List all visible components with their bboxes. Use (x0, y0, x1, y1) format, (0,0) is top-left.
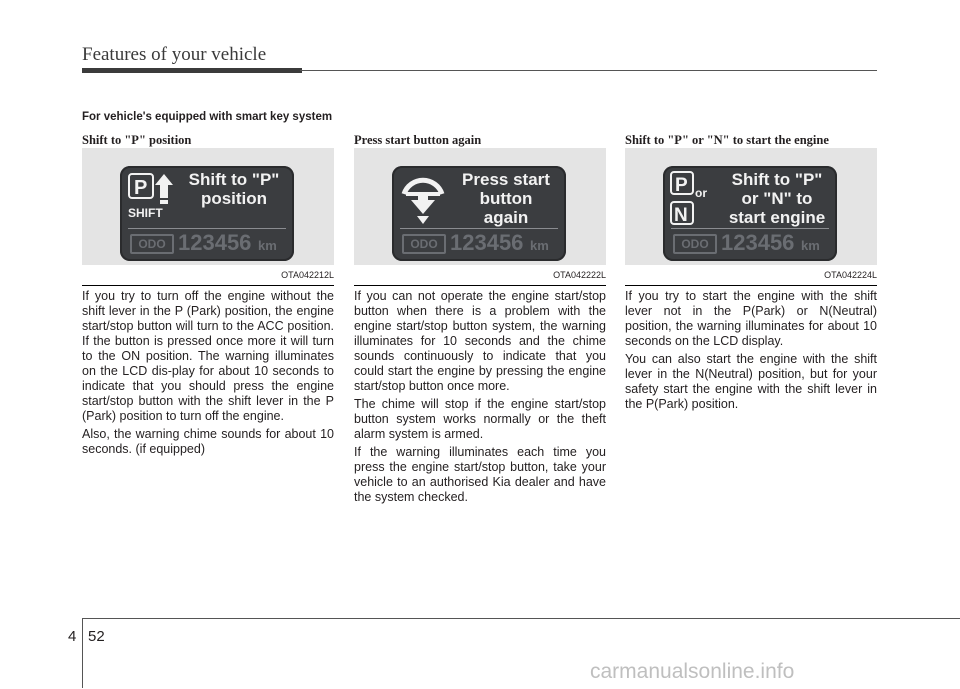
paragraph: If you try to start the engine with the shift lever not in the P(Park) or N(Neutral) position, the warning illuminates for about 10 seconds on the LCD display. (625, 289, 877, 348)
lcd-line-3: again (483, 208, 529, 227)
odo-unit: km (258, 238, 277, 253)
shift-icon-label: SHIFT (128, 206, 163, 220)
svg-text:P: P (134, 177, 148, 199)
chapter-number: 4 (68, 628, 77, 645)
paragraph: The chime will stop if the engine start/stop button system works normally or the theft alarm system is armed. (354, 397, 606, 441)
odo-unit: km (801, 238, 820, 253)
column-press-start (354, 132, 606, 505)
lcd-display (120, 166, 294, 261)
lcd-line-2: button (479, 189, 533, 208)
odo-label: ODO (402, 234, 446, 254)
lcd-divider (400, 228, 558, 229)
figure-code: OTA042224L (625, 265, 877, 286)
header-rule (300, 70, 877, 71)
odo-label: ODO (673, 234, 717, 254)
lcd-line-1: Shift to "P" (731, 170, 823, 189)
column-body (354, 289, 606, 505)
lcd-illustration (625, 148, 877, 265)
column-heading: Press start button again (354, 133, 482, 147)
start-button-icon (398, 172, 448, 228)
odo-value: 123456 (450, 230, 524, 255)
footer-rule (82, 618, 960, 619)
paragraph: If you try to turn off the engine without the shift lever in the P (Park) position, the engine start/stop button will turn to the ACC position. If the button is pressed once more it will turn to the ON position. The warning illuminates on the LCD dis-play for about 10 seconds to indicate that you should press the engine start/stop button with the shift lever in the P (Park) position to turn off the engine. (82, 289, 334, 423)
lcd-line-1: Shift to "P" (188, 170, 280, 189)
watermark: carmanualsonline.info (590, 660, 795, 683)
lcd-line-2: position (200, 189, 268, 208)
lcd-display (392, 166, 566, 261)
page-header-title: Features of your vehicle (82, 44, 267, 65)
column-heading: Shift to "P" or "N" to start the engine (625, 133, 829, 147)
column-body (625, 289, 877, 412)
page-number: 52 (88, 628, 105, 645)
odo-value: 123456 (721, 230, 795, 255)
lcd-message (450, 170, 562, 227)
column-shift-to-p (82, 132, 334, 457)
footer-divider (82, 618, 83, 688)
lcd-divider (671, 228, 829, 229)
odo-label: ODO (130, 234, 174, 254)
column-shift-p-or-n (625, 132, 877, 412)
lcd-display (663, 166, 837, 261)
lcd-message (719, 170, 835, 227)
lcd-illustration (354, 148, 606, 265)
odo-value: 123456 (178, 230, 252, 255)
lcd-illustration (82, 148, 334, 265)
paragraph: You can also start the engine with the shift lever in the N(Neutral) position, but for your safety start the engine with the shift lever in the P(Park) position. (625, 352, 877, 411)
column-body (82, 289, 334, 457)
lcd-divider (128, 228, 286, 229)
icon-or-label: or (695, 186, 707, 200)
lcd-line-1: Press start (462, 170, 550, 189)
column-heading: Shift to "P" position (82, 133, 192, 147)
figure-code: OTA042212L (82, 265, 334, 286)
paragraph: If the warning illuminates each time you press the engine start/stop button, take your vehicle to an authorised Kia dealer and have the system checked. (354, 445, 606, 504)
lcd-line-2: or "N" to (741, 189, 813, 208)
svg-text:N: N (674, 205, 688, 226)
svg-text:P: P (675, 175, 688, 196)
section-note: For vehicle's equipped with smart key system (82, 111, 333, 123)
paragraph: If you can not operate the engine start/stop button when there is a problem with the engine start/stop button system, the warning illuminates for 10 seconds and the chime sounds continuously to indicate that you could start the engine by pressing the engine start/stop button once more. (354, 289, 606, 393)
header-bar (82, 68, 302, 73)
paragraph: Also, the warning chime sounds for about 10 seconds. (if equipped) (82, 427, 334, 456)
odo-unit: km (530, 238, 549, 253)
lcd-message (178, 170, 290, 208)
figure-code: OTA042222L (354, 265, 606, 286)
lcd-line-3: start engine (728, 208, 826, 227)
